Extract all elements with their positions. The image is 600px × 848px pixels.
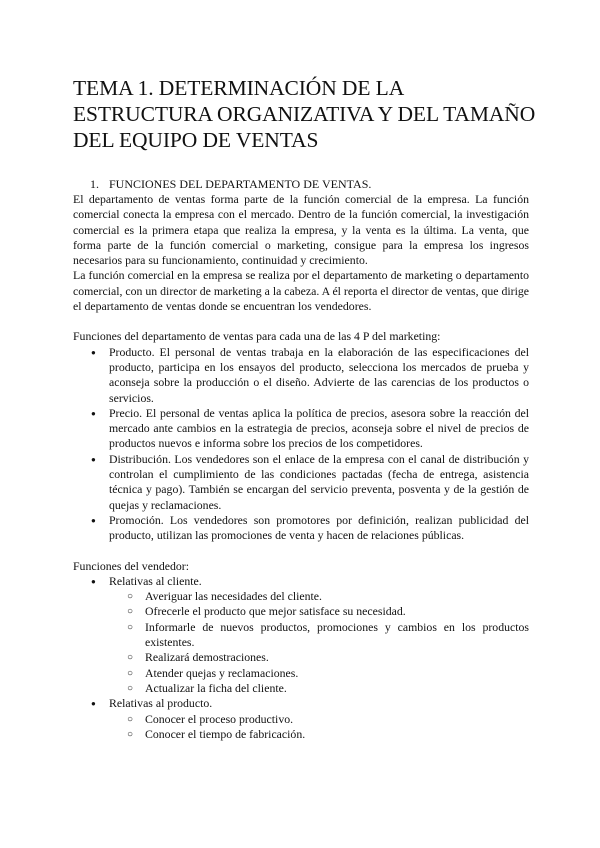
section-number: 1. <box>90 177 99 191</box>
sub-list <box>109 589 529 696</box>
list-item <box>73 574 529 696</box>
sub-list-item: ○ Ofrecerle el producto que mejor satisface su necesidad. <box>109 604 529 619</box>
paragraph: La función comercial en la empresa se realiza por el departamento de marketing o departamento comercial, con un director de marketing a la cabeza. A él reporta el director de ventas, que dirige el departamento de ventas donde se encuentran los vendedores. <box>73 268 529 314</box>
four-p-list <box>73 345 529 544</box>
sub-list-item: ○ Actualizar la ficha del cliente. <box>109 681 529 696</box>
group-label: Relativas al cliente. <box>109 573 202 588</box>
list-item: ● Precio. El personal de ventas aplica la política de precios, asesora sobre la reacción del mercado ante cambios en la estrategia de precios, aconseja sobre el nivel de precios de productos nuevos e informa sobre los precios de los competidores. <box>73 406 529 452</box>
section-heading <box>90 176 371 192</box>
list-item: ● Producto. El personal de ventas trabaja en la elaboración de las especificaciones del producto, participa en los ensayos del producto, selecciona los mercados de prueba y aconseja sobre la producción o el diseño. Advierte de las carencias de los productos o servicios. <box>73 345 529 406</box>
sub-list-item: ○ Atender quejas y reclamaciones. <box>109 666 529 681</box>
vendedor-list <box>73 574 529 742</box>
group-label: Relativas al producto. <box>109 696 213 711</box>
list-item: ● Distribución. Los vendedores son el enlace de la empresa con el canal de distribución y controlan el cumplimiento de las condiciones pactadas (fecha de entrega, asistencia técnica y pago). También se encargan del servicio preventa, posventa y de la gestión de quejas y reclamaciones. <box>73 452 529 513</box>
sub-list-item: ○ Conocer el proceso productivo. <box>109 712 529 727</box>
sub-list <box>109 712 529 743</box>
paragraph: El departamento de ventas forma parte de la función comercial de la empresa. La función comercial conecta la empresa con el mercado. Dentro de la función comercial, la investigación comercial es la primera etapa que realiza la empresa, y la venta es la última. La venta, que forma parte de la función comercial o marketing, consigue para la empresa los ingresos necesarios para su funcionamiento, continuidad y crecimiento. <box>73 192 529 268</box>
list-item: ● Promoción. Los vendedores son promotores por definición, realizan publicidad del producto, utilizan las promociones de venta y hacen de relaciones públicas. <box>73 513 529 544</box>
vendedor-intro: Funciones del vendedor: <box>73 558 189 573</box>
section-title: FUNCIONES DEL DEPARTAMENTO DE VENTAS. <box>109 177 372 191</box>
document-body <box>73 192 529 742</box>
page-title: TEMA 1. DETERMINACIÓN DE LA ESTRUCTURA ORGANIZATIVA Y DEL TAMAÑO DEL EQUIPO DE VENTAS <box>73 76 536 152</box>
sub-list-item: ○ Informarle de nuevos productos, promociones y cambios en los productos existentes. <box>109 620 529 651</box>
list-item <box>73 696 529 742</box>
sub-list-item: ○ Realizará demostraciones. <box>109 650 529 665</box>
sub-list-item: ○ Conocer el tiempo de fabricación. <box>109 727 529 742</box>
four-p-intro: Funciones del departamento de ventas para cada una de las 4 P del marketing: <box>73 329 441 344</box>
sub-list-item: ○ Averiguar las necesidades del cliente. <box>109 589 529 604</box>
